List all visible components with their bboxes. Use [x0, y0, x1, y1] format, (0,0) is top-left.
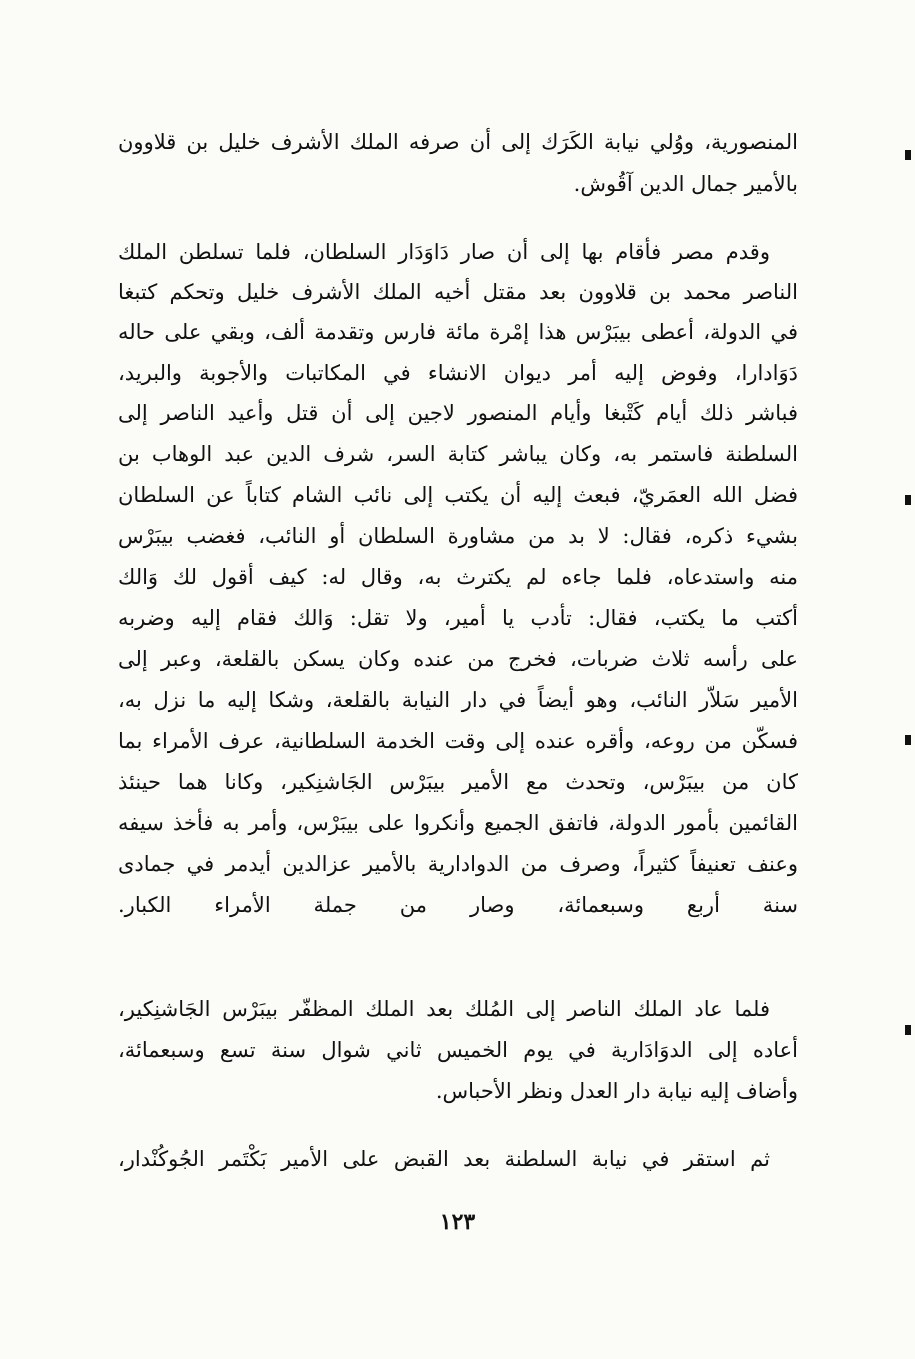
text-line: السلطنة فاستمر به، وكان يباشر كتابة السر، شرف الدين عبد الوهاب بن	[118, 442, 798, 466]
text-line: ثم استقر في نيابة السلطنة بعد القبض على الأمير بَكْتَمر الجُوكُنْدار،	[118, 1147, 770, 1171]
text-line: فباشر ذلك أيام كَتْبغا وأيام المنصور لاجين إلى أن قتل وأعيد الناصر إلى	[118, 401, 798, 425]
scan-mark	[905, 1025, 911, 1035]
scan-mark	[905, 150, 911, 160]
text-line: الأمير سَلاّر النائب، وهو أيضاً في دار النيابة بالقلعة، وشكا إليه ما نزل به،	[118, 688, 798, 712]
text-line: فلما عاد الملك الناصر إلى المُلك بعد الملك المظفّر بيبَرْس الجَاشنِكير،	[118, 997, 770, 1021]
text-line: القائمين بأمور الدولة، فاتفق الجميع وأنكروا على بيبَرْس، وأمر به فأخذ سيفه	[118, 811, 798, 835]
scan-mark	[905, 495, 911, 505]
text-line: وأضاف إليه نيابة دار العدل ونظر الأحباس.	[435, 1079, 798, 1103]
book-page	[118, 0, 798, 1359]
text-line: وقدم مصر فأقام بها إلى أن صار دَاوَدَار السلطان، فلما تسلطن الملك	[118, 240, 770, 264]
text-line: دَوَادارا، وفوض إليه أمر ديوان الانشاء في المكاتبات والأجوبة والبريد،	[118, 361, 798, 385]
text-line: الناصر محمد بن قلاوون بعد مقتل أخيه الملك الأشرف خليل وتحكم كتبغا	[118, 280, 798, 304]
text-line: المنصورية، ووُلي نيابة الكَرَك إلى أن صرفه الملك الأشرف خليل بن قلاوون	[118, 130, 798, 154]
text-line: أعاده إلى الدوَادَارية في يوم الخميس ثاني شوال سنة تسع وسبعمائة،	[118, 1038, 798, 1062]
text-line: على رأسه ثلاث ضربات، فخرج من عنده وكان يسكن بالقلعة، وعبر إلى	[118, 647, 798, 671]
text-line: فسكّن من روعه، وأقره عنده إلى وقت الخدمة السلطانية، عرف الأمراء بما	[118, 729, 798, 753]
text-line: كان من بيبَرْس، وتحدث مع الأمير بيبَرْس الجَاشنِكير، وكانا هما حينئذ	[118, 770, 798, 794]
text-line	[118, 920, 798, 962]
text-line: أكتب ما يكتب، فقال: تأدب يا أمير، ولا تقل: وَالك فقام إليه وضربه	[118, 606, 798, 630]
text-line: منه واستدعاه، فلما جاءه لم يكترث به، وقال له: كيف أقول لك وَالك	[118, 565, 798, 589]
text-line: فضل الله العمَريّ، فبعث إليه أن يكتب إلى نائب الشام كتاباً عن السلطان	[118, 483, 798, 507]
scan-mark	[905, 735, 911, 745]
text-line: وعنف تعنيفاً كثيراً، وصرف من الدوادارية بالأمير عزالدين أيدمر في جمادى	[118, 852, 798, 876]
page-number: ١٢٣	[439, 1209, 476, 1235]
text-line: بشيء ذكره، فقال: لا بد من مشاورة السلطان أو النائب، فغضب بيبَرْس	[118, 524, 798, 548]
text-line: بالأمير جمال الدين آقُوش.	[573, 172, 798, 196]
text-line: في الدولة، أعطى بيبَرْس هذا إمْرة مائة فارس وتقدمة ألف، وبقي على حاله	[118, 320, 798, 344]
text-line: سنة أربع وسبعمائة، وصار من جملة الأمراء الكبار.	[118, 893, 798, 917]
